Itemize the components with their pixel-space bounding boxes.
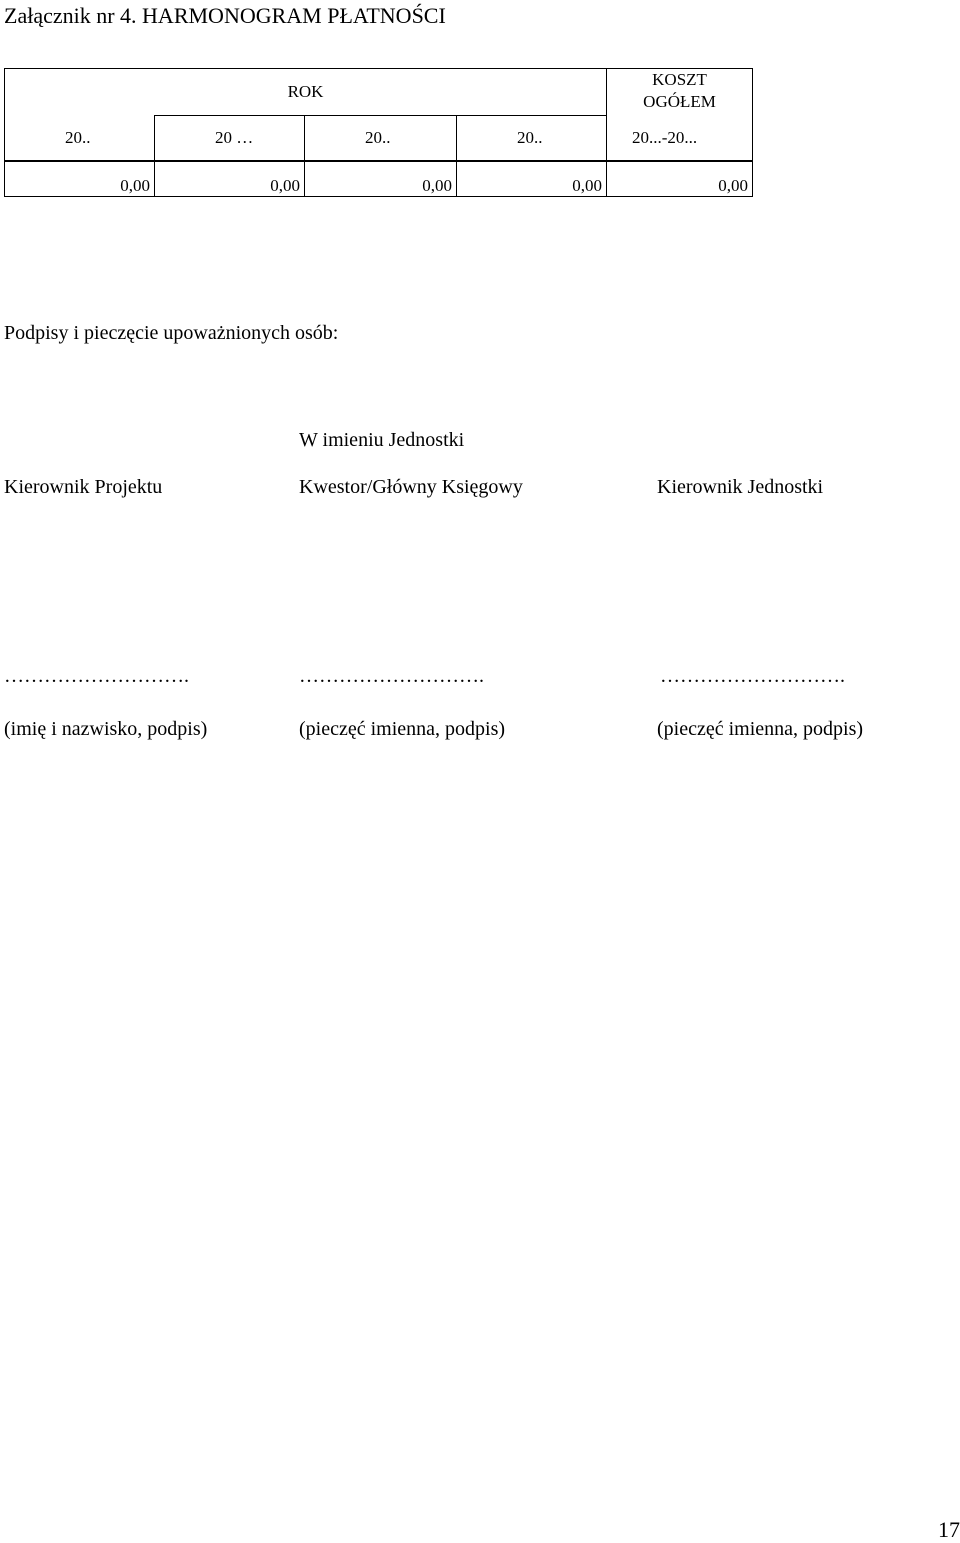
payment-schedule-table [4,68,753,197]
year-label: 20.. [365,127,391,147]
role-kierownik-jednostki: Kierownik Jednostki [657,476,824,498]
signatures-heading: Podpisy i pieczęcie upoważnionych osób: [4,322,339,344]
year-cell [305,115,457,161]
year-cell [457,115,607,161]
value-cell [155,161,305,197]
signature-line: ………………………. [299,665,484,687]
signature-line: ………………………. [4,665,189,687]
value-cell [5,161,155,197]
document-title: Załącznik nr 4. HARMONOGRAM PŁATNOŚCI [4,3,446,28]
value-cell [305,161,457,197]
year-label: 20...-20... [631,127,698,147]
page-number: 17 [938,1517,960,1542]
koszt-ogolem-header [607,69,753,116]
year-cell [607,115,753,161]
value-cell [457,161,607,197]
year-label: 20.. [65,127,91,147]
value-text: 0,00 [270,175,300,195]
on-behalf-label: W imieniu Jednostki [299,429,465,451]
value-cell [607,161,753,197]
year-label: 20 … [215,127,254,147]
signature-caption: (pieczęć imienna, podpis) [657,718,864,740]
value-text: 0,00 [572,175,603,195]
ogolem-label: OGÓŁEM [643,92,716,111]
value-text: 0,00 [718,175,749,195]
signature-line: ………………………. [660,665,845,687]
signature-caption: (pieczęć imienna, podpis) [299,718,506,740]
rok-header: ROK [5,69,607,116]
year-label: 20.. [517,127,543,147]
signature-caption: (imię i nazwisko, podpis) [4,718,208,740]
year-cell [5,115,155,161]
value-text: 0,00 [120,175,150,195]
value-text: 0,00 [422,175,452,195]
role-kierownik-projektu: Kierownik Projektu [4,476,163,498]
year-cell [155,115,305,161]
role-kwestor: Kwestor/Główny Księgowy [299,476,523,498]
koszt-label: KOSZT [652,70,707,89]
